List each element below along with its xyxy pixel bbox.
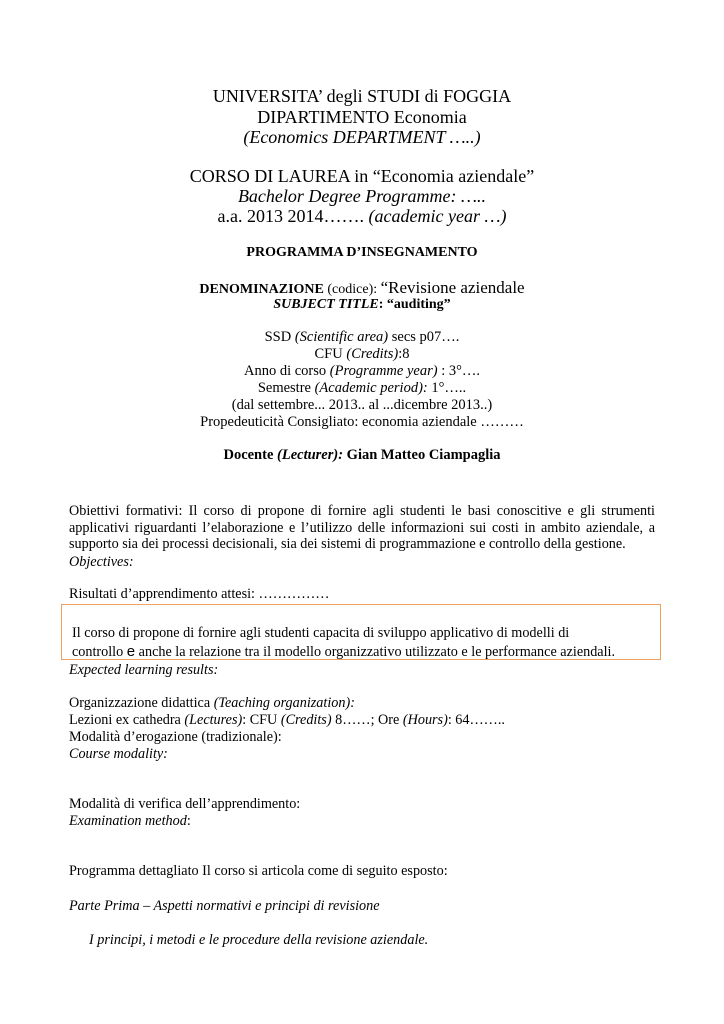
subject-title-line bbox=[0, 297, 724, 313]
lezioni-line bbox=[69, 712, 505, 729]
programma-dettagliato-line: Programma dettagliato Il corso si articola come di seguito esposto: bbox=[69, 863, 448, 879]
academic-year bbox=[0, 206, 724, 227]
cfu-english: (Credits) bbox=[346, 346, 399, 362]
docente-label: Docente bbox=[223, 447, 278, 463]
cfu-value: :8 bbox=[398, 346, 410, 362]
learning-results-controllo: controllo bbox=[72, 644, 127, 660]
credits-english: (Credits) bbox=[280, 712, 332, 728]
organizzazione-label bbox=[69, 695, 355, 712]
examination-method-line bbox=[69, 813, 191, 830]
programma-title: PROGRAMMA D’INSEGNAMENTO bbox=[246, 245, 478, 260]
semestre-english: (Academic period): bbox=[314, 380, 428, 396]
course-modality-label: Course modality: bbox=[69, 746, 168, 762]
anno-line bbox=[0, 363, 724, 380]
expected-learning-results-label: Expected learning results: bbox=[69, 662, 219, 678]
anno-label: Anno di corso bbox=[243, 363, 330, 379]
lezioni-ore: 8……; Ore bbox=[331, 712, 403, 728]
university-name: UNIVERSITA’ degli STUDI di FOGGIA bbox=[212, 86, 512, 106]
denominazione-value: “Revisione aziendale bbox=[380, 278, 525, 297]
hours-english: (Hours) bbox=[402, 712, 448, 728]
semestre-label: Semestre bbox=[257, 380, 315, 396]
anno-value: : 3°…. bbox=[437, 363, 481, 379]
ssd-label: SSD bbox=[264, 329, 295, 345]
academic-year-value: a.a. 2013 2014……. bbox=[217, 206, 369, 226]
organizzazione-english: (Teaching organization): bbox=[213, 695, 355, 711]
denominazione-line bbox=[0, 278, 724, 298]
docente-name: Gian Matteo Ciampaglia bbox=[343, 447, 501, 463]
course-title: CORSO DI LAUREA in “Economia aziendale” bbox=[189, 166, 535, 186]
learning-results-e: e bbox=[126, 643, 136, 660]
period-line: (dal settembre... 2013.. al ...dicembre 2013..) bbox=[231, 397, 493, 413]
denominazione-label: DENOMINAZIONE bbox=[199, 282, 324, 297]
subject-title-value: : “auditing” bbox=[378, 297, 451, 312]
obiettivi-paragraph: Obiettivi formativi: Il corso di propone di fornire agli studenti le basi conoscitive e gli strumenti applicativi riguardanti l’elaborazione e l’utilizzo delle informazioni sui costi in ambito aziendale, a supporto sia dei processi decisionali, sia dei sistemi di programmazione e controllo della gestione. bbox=[69, 503, 655, 552]
erogazione-line: Modalità d’erogazione (tradizionale): bbox=[69, 729, 282, 745]
academic-year-english: (academic year …) bbox=[368, 206, 507, 226]
learning-results-line-2 bbox=[72, 643, 615, 661]
lezioni-cfu: : CFU bbox=[242, 712, 281, 728]
learning-results-box bbox=[61, 604, 661, 660]
docente-line bbox=[0, 447, 724, 464]
objectives-label: Objectives: bbox=[69, 554, 134, 570]
propedeuticita-line: Propedeuticità Consigliato: economia aziendale ……… bbox=[200, 414, 524, 430]
docente-english: (Lecturer): bbox=[277, 447, 344, 463]
subject-title-label: SUBJECT TITLE bbox=[273, 297, 379, 312]
organizzazione-text: Organizzazione didattica bbox=[69, 695, 214, 711]
lezioni-label: Lezioni ex cathedra bbox=[69, 712, 185, 728]
lezioni-hours-value: : 64…….. bbox=[447, 712, 505, 728]
department-name: DIPARTIMENTO Economia bbox=[257, 107, 467, 127]
verifica-label: Modalità di verifica dell’apprendimento: bbox=[69, 796, 301, 812]
anno-english: (Programme year) bbox=[329, 363, 438, 379]
cfu-line bbox=[0, 346, 724, 363]
learning-results-line-1: Il corso di propone di fornire agli studenti capacita di sviluppo applicativo di modelli di bbox=[72, 625, 570, 641]
ssd-line bbox=[0, 329, 724, 346]
course-english: Bachelor Degree Programme: ….. bbox=[237, 186, 487, 206]
risultati-label: Risultati d’apprendimento attesi: …………… bbox=[69, 586, 330, 602]
semestre-value: 1°….. bbox=[427, 380, 467, 396]
codice-label: (codice): bbox=[323, 282, 381, 297]
department-english: (Economics DEPARTMENT …..) bbox=[243, 127, 481, 147]
ssd-value: secs p07…. bbox=[388, 329, 460, 345]
ssd-english: (Scientific area) bbox=[294, 329, 389, 345]
semestre-line bbox=[0, 380, 724, 397]
parte-prima-heading: Parte Prima – Aspetti normativi e principi di revisione bbox=[69, 898, 380, 914]
examination-method-label: Examination method bbox=[69, 813, 187, 829]
principi-line: I principi, i metodi e le procedure della revisione aziendale. bbox=[89, 932, 429, 948]
cfu-label: CFU bbox=[314, 346, 347, 362]
learning-results-rest: anche la relazione tra il modello organizzativo utilizzato e le performance aziendali. bbox=[135, 644, 616, 660]
examination-method-colon: : bbox=[186, 813, 191, 829]
lectures-english: (Lectures) bbox=[184, 712, 243, 728]
